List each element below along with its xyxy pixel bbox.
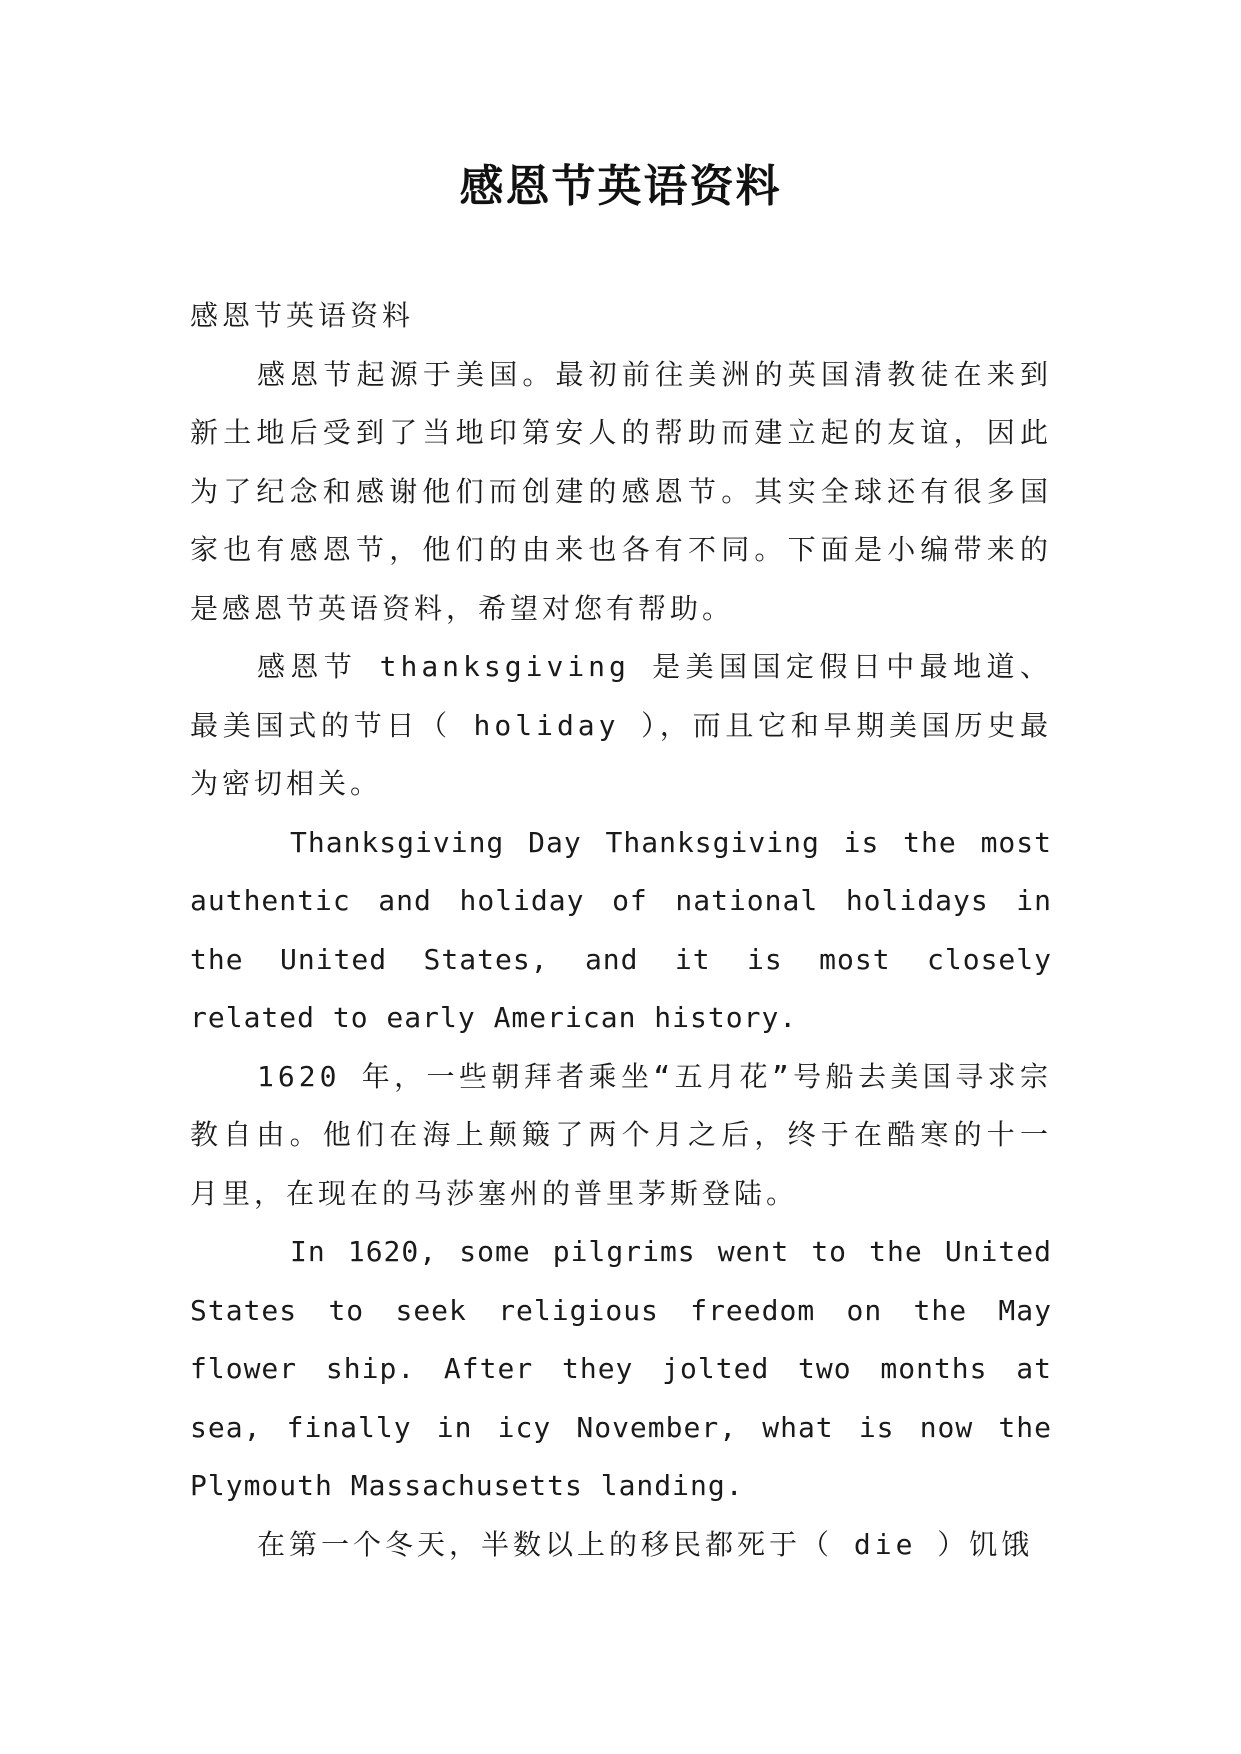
paragraph-1620-en: In 1620, some pilgrims went to the United States to seek religious freedom on the May flower ship. After they jolted two months at sea, finally in icy November, what is now the Plymouth Massachusetts landing.	[190, 1235, 1052, 1502]
paragraph-thanksgiving-cn: 感恩节 thanksgiving 是美国国定假日中最地道、最美国式的节日（ holiday ），而且它和早期美国历史最为密切相关。	[190, 650, 1052, 800]
paragraph-intro: 感恩节起源于美国。最初前往美洲的英国清教徒在来到新土地后受到了当地印第安人的帮助而建立起的友谊，因此为了纪念和感谢他们而创建的感恩节。其实全球还有很多国家也有感恩节，他们的由来也各有不同。下面是小编带来的是感恩节英语资料，希望对您有帮助。	[190, 357, 1052, 625]
paragraph-1620-cn: 1620 年，一些朝拜者乘坐“五月花”号船去美国寻求宗教自由。他们在海上颠簸了两个月之后，终于在酷寒的十一月里，在现在的马莎塞州的普里茅斯登陆。	[190, 1059, 1052, 1210]
paragraph-thanksgiving-en: Thanksgiving Day Thanksgiving is the most authentic and holiday of national holidays in the United States, and it is most closely related to early American history.	[190, 825, 1052, 1034]
paragraph-first-winter-cn: 在第一个冬天，半数以上的移民都死于（ die ）饥饿	[257, 1527, 1034, 1561]
document-subtitle: 感恩节英语资料	[190, 299, 415, 332]
document-title: 感恩节英语资料	[459, 161, 782, 212]
document-body	[190, 287, 1052, 1574]
